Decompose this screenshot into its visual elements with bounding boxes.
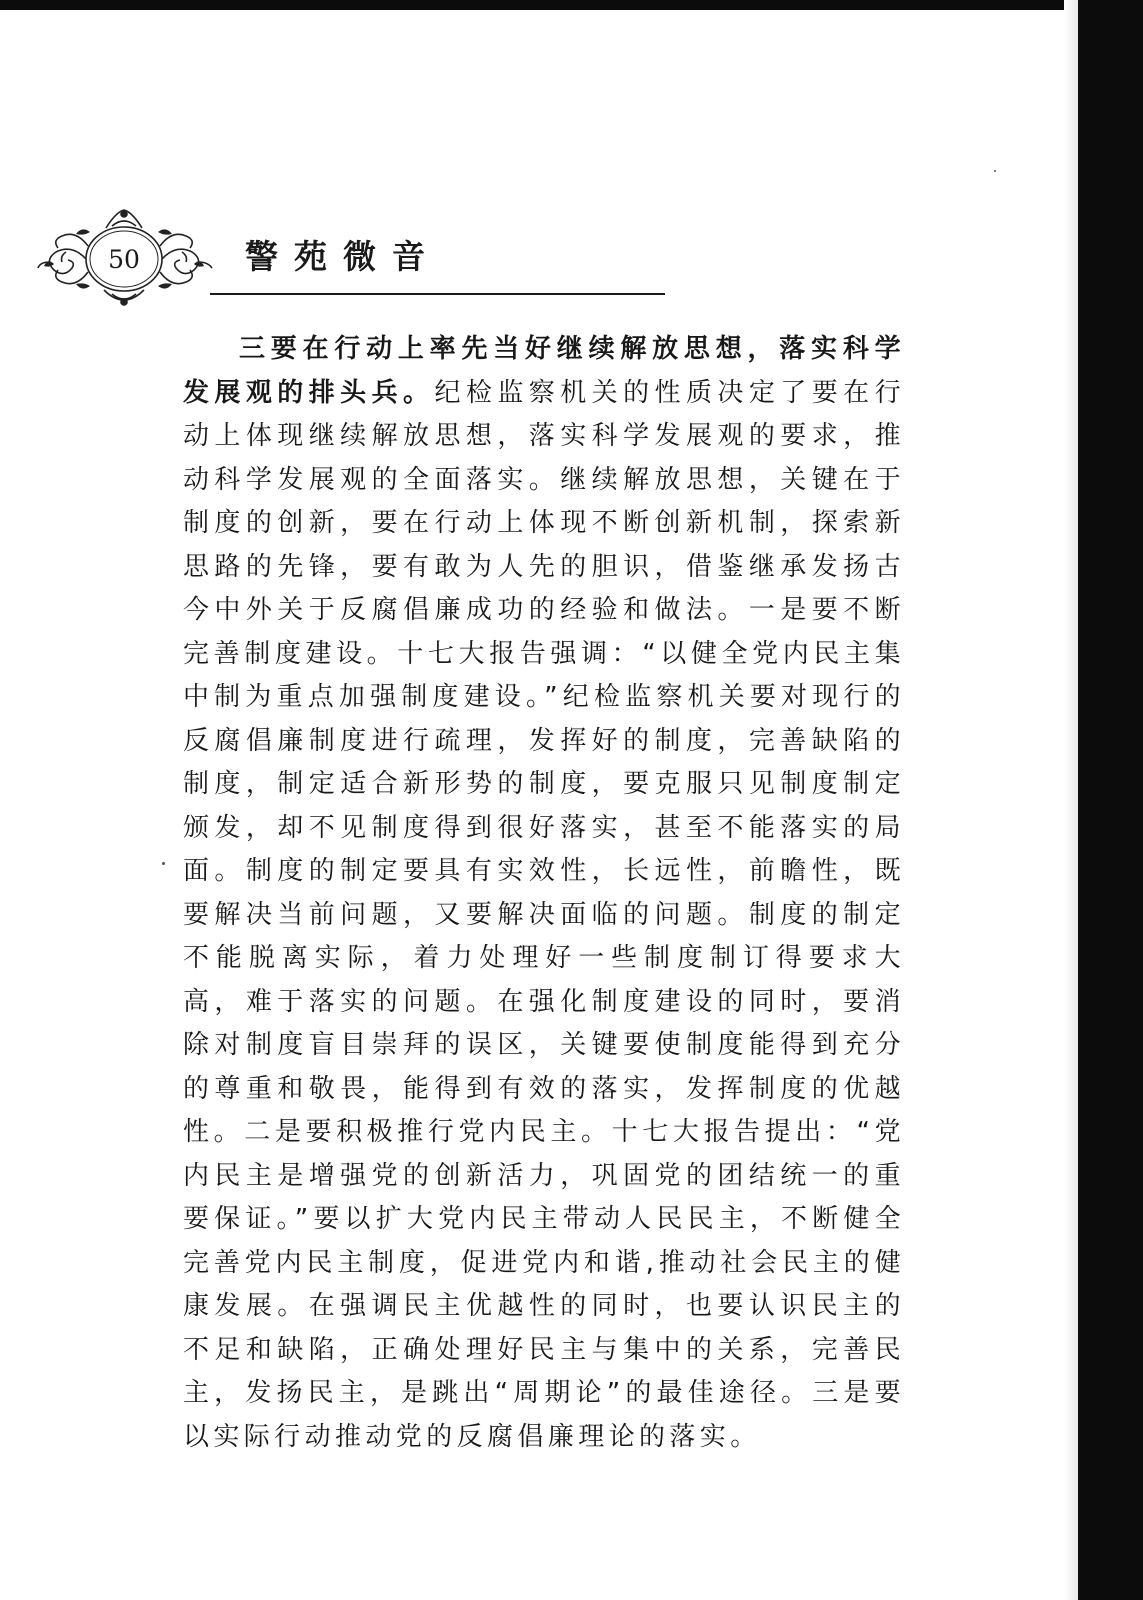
paragraph-text: 纪检监察机关的性质决定了要在行动上体现继续解放思想，落实科学发展观的要求，推动科学发展观的全面落实。继续解放思想，关键在于制度的创新，要在行动上体现不断创新机制，探索新思路的先锋，要有敢为人先的胆识，借鉴继承发扬古今中外关于反腐倡廉成功的经验和做法。一是要不断完善制度建设。十七大报告强调：“以健全党内民主集中制为重点加强制度建设。”纪检监察机关要对现行的反腐倡廉制度进行疏理，发挥好的制度，完善缺陷的制度，制定适合新形势的制度，要克服只见制度制定颁发，却不见制度得到很好落实，甚至不能落实的局面。制度的制定要具有实效性，长远性，前瞻性，既要解决当前问题，又要解决面临的问题。制度的制定不能脱离实际，着力处理好一些制度制订得要求大高，难于落实的问题。在强化制度建设的同时，要消除对制度盲目崇拜的误区，关键要使制度能得到充分的尊重和敬畏，能得到有效的落实，发挥制度的优越性。二是要积极推行党内民主。十七大报告提出：“党内民主是增强党的创新活力，巩固党的团结统一的重要保证。”要以扩大党内民主带动人民民主，不断健全完善党内民主制度，促进党内和谐,推动社会民主的健康发展。在强调民主优越性的同时，也要认识民主的不足和缺陷，正确处理好民主与集中的关系，完善民主，发扬民主，是跳出“周期论”的最佳途径。三是要以实际行动推动党的反腐倡廉理论的落实。: [183, 377, 905, 1452]
page-edge-shadow: [1064, 0, 1078, 1600]
scan-speck: [162, 862, 165, 865]
section-title: 警苑微音: [245, 237, 441, 276]
scan-speck: [994, 170, 996, 172]
header-rule: [210, 293, 665, 295]
body-paragraph: [183, 328, 905, 1459]
paragraph-lead: 三要在行动上率先当好继续解放思想，落实科学发展观的排头兵。: [183, 334, 905, 408]
scan-right-border: [1078, 0, 1143, 1600]
page-number: 50: [108, 244, 140, 274]
scan-top-border: [0, 0, 1143, 10]
